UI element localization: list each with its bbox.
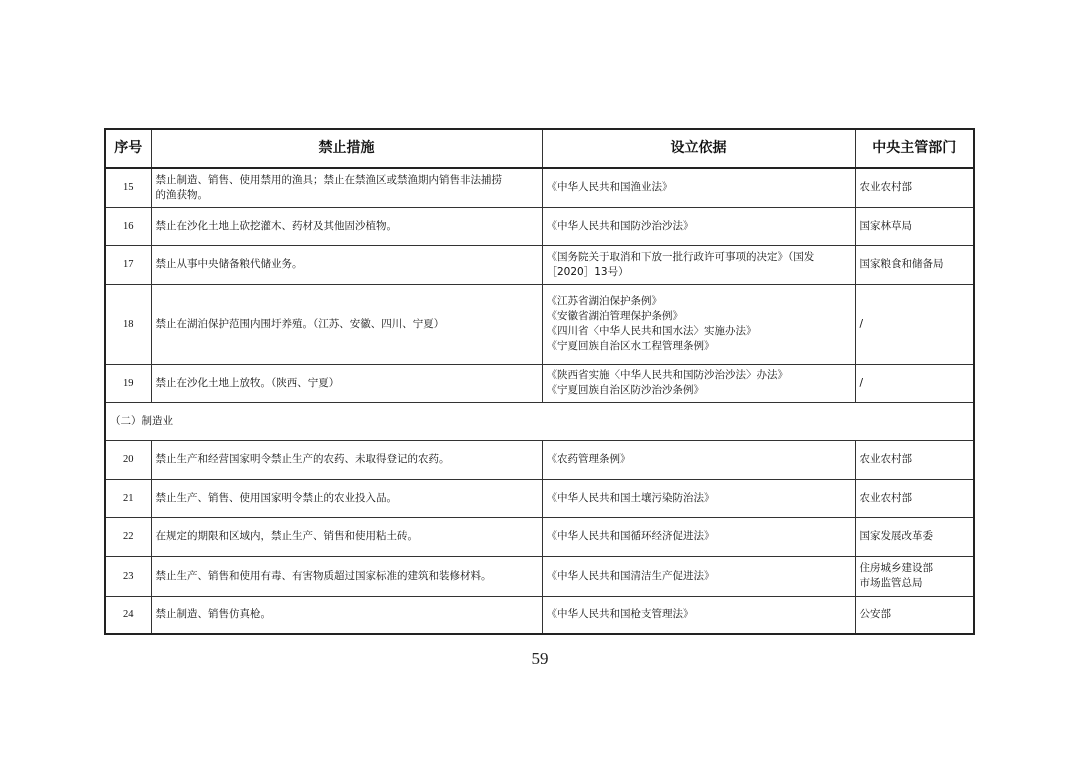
measure-cell <box>151 364 542 402</box>
basis-cell <box>542 245 855 284</box>
dept-line: / <box>859 317 864 330</box>
section-row <box>105 402 974 440</box>
basis-line: 《宁夏回族自治区防沙治沙条例》 <box>546 384 704 396</box>
basis-line: 《中华人民共和国循环经济促进法》 <box>546 530 715 542</box>
row-number: 24 <box>105 596 151 634</box>
basis-line: 《中华人民共和国清洁生产促进法》 <box>546 569 715 582</box>
basis-line: 《中华人民共和国枪支管理法》 <box>546 608 694 621</box>
measure-line: 禁止生产、销售、使用国家明令禁止的农业投入品。 <box>155 491 397 504</box>
measure-cell <box>151 517 542 556</box>
measure-line: 禁止从事中央储备粮代储业务。 <box>155 258 303 270</box>
measure-cell <box>151 556 542 596</box>
measure-cell <box>151 440 542 479</box>
dept-cell <box>855 479 974 517</box>
row-number: 15 <box>105 168 151 207</box>
page-number: 59 <box>531 649 549 668</box>
row-number: 22 <box>105 517 151 556</box>
measure-cell <box>151 245 542 284</box>
row-number: 19 <box>105 364 151 402</box>
dept-line: 国家发展改革委 <box>859 530 933 542</box>
dept-line: / <box>859 376 864 389</box>
measure-line: 禁止生产和经营国家明令禁止生产的农药、未取得登记的农药。 <box>155 453 450 465</box>
dept-cell <box>855 207 974 245</box>
basis-line: 《国务院关于取消和下放一批行政许可事项的决定》（国发 <box>546 250 815 263</box>
table-row <box>105 517 974 556</box>
dept-line: 国家粮食和储备局 <box>859 258 944 270</box>
measure-cell <box>151 284 542 364</box>
row-number: 20 <box>105 440 151 479</box>
measure-cell <box>151 207 542 245</box>
dept-line: 农业农村部 <box>859 181 912 194</box>
basis-cell <box>542 168 855 207</box>
basis-cell <box>542 517 855 556</box>
dept-line: 农业农村部 <box>859 453 912 465</box>
dept-line: 国家林草局 <box>859 219 912 232</box>
basis-line: 《四川省〈中华人民共和国水法〉实施办法》 <box>546 325 757 337</box>
dept-line: 住房城乡建设部 <box>859 562 933 574</box>
basis-line: 《安徽省湖泊管理保护条例》 <box>546 310 683 322</box>
table-row <box>105 556 974 596</box>
header-basis: 设立依据 <box>542 129 855 168</box>
measure-line: 在规定的期限和区域内，禁止生产、销售和使用粘土砖。 <box>155 530 418 542</box>
row-number: 16 <box>105 207 151 245</box>
row-number: 18 <box>105 284 151 364</box>
basis-line: ［2020］13号） <box>546 265 629 278</box>
table-row <box>105 479 974 517</box>
dept-cell <box>855 245 974 284</box>
measure-line: 禁止制造、销售仿真枪。 <box>155 608 271 621</box>
basis-line: 《中华人民共和国土壤污染防治法》 <box>546 491 715 504</box>
basis-cell <box>542 596 855 634</box>
dept-line: 农业农村部 <box>859 491 912 504</box>
basis-line: 《陕西省实施〈中华人民共和国防沙治沙法〉办法》 <box>546 369 788 381</box>
section-title: （二）制造业 <box>105 402 974 440</box>
dept-line: 公安部 <box>859 608 891 621</box>
basis-line: 《江苏省湖泊保护条例》 <box>546 295 662 307</box>
measure-line: 禁止在沙化土地上放牧。（陕西、宁夏） <box>155 376 340 389</box>
table-row <box>105 168 974 207</box>
basis-cell <box>542 556 855 596</box>
basis-cell <box>542 364 855 402</box>
header-no: 序号 <box>105 129 151 168</box>
measure-line: 禁止在湖泊保护范围内围圩养殖。（江苏、安徽、四川、宁夏） <box>155 317 445 330</box>
measure-cell <box>151 479 542 517</box>
table-row <box>105 440 974 479</box>
basis-line: 《宁夏回族自治区水工程管理条例》 <box>546 340 715 352</box>
table-header-row <box>105 129 974 168</box>
basis-cell <box>542 479 855 517</box>
header-dept: 中央主管部门 <box>855 129 974 168</box>
table-row <box>105 364 974 402</box>
basis-cell <box>542 440 855 479</box>
dept-cell <box>855 556 974 596</box>
dept-cell <box>855 440 974 479</box>
basis-line: 《中华人民共和国渔业法》 <box>546 181 673 194</box>
dept-line: 市场监管总局 <box>859 577 923 589</box>
measure-line: 的渔获物。 <box>155 188 208 201</box>
basis-line: 《农药管理条例》 <box>546 453 631 465</box>
header-measure: 禁止措施 <box>151 129 542 168</box>
dept-cell <box>855 364 974 402</box>
measure-line: 禁止在沙化土地上砍挖灌木、药材及其他固沙植物。 <box>155 219 397 232</box>
basis-cell <box>542 284 855 364</box>
dept-cell <box>855 517 974 556</box>
measure-line: 禁止生产、销售和使用有毒、有害物质超过国家标准的建筑和装修材料。 <box>155 569 492 582</box>
measures-table <box>104 128 975 635</box>
row-number: 17 <box>105 245 151 284</box>
basis-cell <box>542 207 855 245</box>
basis-line: 《中华人民共和国防沙治沙法》 <box>546 219 694 232</box>
row-number: 23 <box>105 556 151 596</box>
table-row <box>105 284 974 364</box>
table-row <box>105 245 974 284</box>
dept-cell <box>855 284 974 364</box>
dept-cell <box>855 168 974 207</box>
table-row <box>105 207 974 245</box>
row-number: 21 <box>105 479 151 517</box>
measure-cell <box>151 168 542 207</box>
measure-cell <box>151 596 542 634</box>
dept-cell <box>855 596 974 634</box>
measure-line: 禁止制造、销售、使用禁用的渔具；禁止在禁渔区或禁渔期内销售非法捕捞 <box>155 173 502 186</box>
table-row <box>105 596 974 634</box>
